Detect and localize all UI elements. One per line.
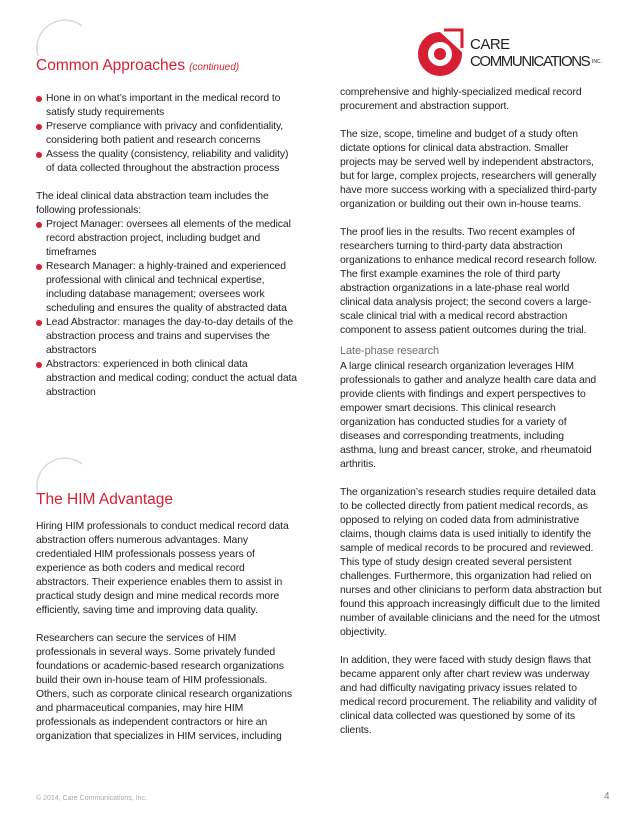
page-number: 4 [604,791,610,802]
logo-line2: COMMUNICATIONS [470,53,590,70]
list-item: Abstractors: experienced in both clinical data abstraction and medical coding; conduct the actual data abstraction [36,358,298,400]
right-paragraph-1: comprehensive and highly-specialized medical record procurement and abstraction support. [340,87,582,112]
him-paragraph-2: Researchers can secure the services of HIM professionals in several ways. Some privately funded foundations or academic-based research organizations build their own in-house team of HIM professionals. Others, such as corporate clinical research organizations and pharmaceutical companies, may hire HIM professionals as independent contractors or hire an organization that specializes in HIM services, including [36,633,292,742]
right-paragraph-5: The organization’s research studies require detailed data to be collected directly from patient medical records, as opposed to relying on coded data from administrative claims, though claims data is used initially to identify the sample of medical records to be procured and reviewed. This type of study design created several persistent challenges. Furthermore, this organization had relied on nurses and other clinicians to perform data abstraction but found this approach increasingly difficult due to the limited number of available clinicians and the need for the utmost objectivity. [340,487,602,638]
subhead-late-phase: Late-phase research [340,345,439,357]
heading-him-advantage: The HIM Advantage [36,491,173,508]
list-item: Project Manager: oversees all elements of the medical record abstraction project, including budget and timeframes [36,218,298,260]
right-paragraph-3: The proof lies in the results. Two recent examples of researchers turning to third-party data abstraction organizations to enhance medical record research follow. The first example examines the role of third party abstraction organizations in a late-phase real world clinical data analysis project; the second covers a large-scale clinical trial with a medical record abstraction component to assess patient outcomes during the trial. [340,227,597,336]
heading-continued: (continued) [189,62,240,73]
left-column-him [36,520,298,758]
right-paragraph-4: A large clinical research organization leverages HIM professionals to gather and analyze health care data and provide clients with findings and expert perspectives to empower smart decisions. This clinical research organization has conducted studies for a variety of diseases and corresponding treatments, including asthma, lung and breast cancer, stroke, and rheumatoid arthritis. [340,361,597,470]
heading-common-approaches [36,57,239,75]
decorative-arc-top [30,8,90,58]
logo-suffix: INC. [592,59,602,65]
intro-bullet-list [36,92,298,176]
logo-mark-icon [414,26,466,78]
him-paragraph-1: Hiring HIM professionals to conduct medical record data abstraction offers numerous advantages. Many credentialed HIM professionals possess years of experience as both coders and medical record abstractors. Their experience enables them to assist in practical study design and mine medical records more efficiently, saving time and improving data quality. [36,521,289,616]
logo-line1: CARE [470,36,510,53]
list-item: Lead Abstractor: manages the day-to-day details of the abstraction process and trains and supervises the abstractors [36,316,298,358]
list-item: Hone in on what’s important in the medical record to satisfy study requirements [36,92,298,120]
list-item: Assess the quality (consistency, reliability and validity) of data collected throughout the abstraction process [36,148,298,176]
footer-copyright: © 2014, Care Communications, Inc. [36,795,147,802]
list-item: Research Manager: a highly-trained and experienced professional with clinical and technical expertise, including database management; oversees work scheduling and ensures the quality of abstracted data [36,260,298,316]
team-bullet-list [36,218,298,400]
right-paragraph-2: The size, scope, timeline and budget of a study often dictate options for clinical data abstraction. Smaller projects may be served well by independent abstractors, but for large, complex projects, researchers will generally have more success working with a specialized third-party organization or building out their own in-house teams. [340,129,597,210]
team-intro: The ideal clinical data abstraction team includes the following professionals: [36,191,269,216]
decorative-arc-him [30,446,90,496]
list-item: Preserve compliance with privacy and confidentiality, considering both patient and research concerns [36,120,298,148]
heading-common-text: Common Approaches [36,57,186,74]
left-column [36,92,298,414]
company-logo [414,26,604,86]
right-paragraph-6: In addition, they were faced with study design flaws that became apparent only after chart review was underway and had difficulty navigating privacy issues related to medical record procurement. The reliability and validity of clinical data collected was questioned by some of its clients. [340,655,597,736]
right-column [340,86,602,752]
